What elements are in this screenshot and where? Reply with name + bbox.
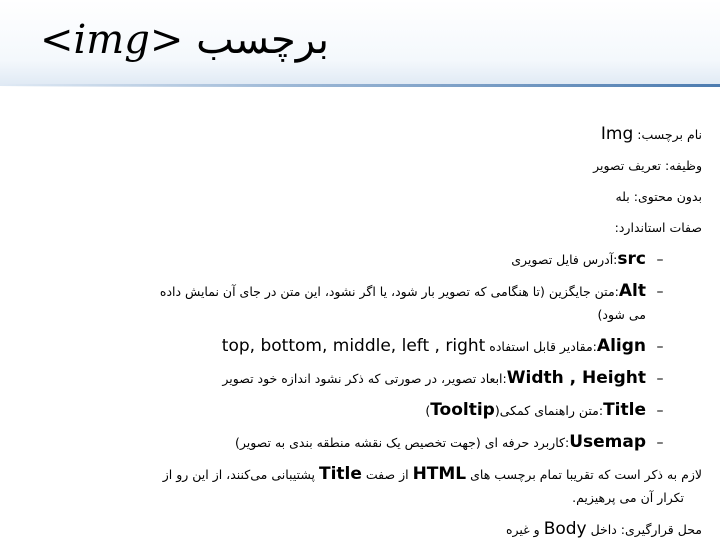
attr-align: –Align:مقادیر قابل استفاده top, bottom, middle, left , right [221, 336, 664, 356]
attr-width-height: –Width , Height:ابعاد تصویر، در صورتی که ذکر نشود اندازه خود تصویر [222, 368, 664, 388]
title-fa: برچسب [196, 17, 329, 63]
placement-line: محل قرارگیری: داخل Body و غیره [505, 519, 702, 539]
title-tag: <img> [40, 17, 184, 63]
attr-alt: –Alt:متن جایگزین (تا هنگامی که تصویر بار شود، یا اگر نشود، این متن در جای آن نمایش داده [159, 281, 664, 301]
tooltip-term: Tooltip [430, 400, 495, 420]
tag-name-value: Img [600, 124, 634, 144]
slide-title [40, 8, 680, 72]
title-rule [0, 84, 720, 87]
attr-src: –src:آدرس فایل تصویری [511, 249, 664, 269]
tag-name-line: نام برچسب: Img [600, 124, 702, 144]
attr-alt-continued: می شود) [597, 307, 646, 322]
attr-usemap: –Usemap:کاربرد حرفه ای (جهت تخصیص یک نقشه منطقه بندی به تصویر) [234, 432, 664, 452]
attr-title: –Title:متن راهنمای کمکی(Tooltip) [425, 400, 664, 420]
empty-content-line: بدون محتوی: بله [615, 189, 702, 204]
note-line: لازم به ذکر است که تقریبا تمام برچسب های HTML از صفت Title پشتیبانی می‌کنند، از این رو از [162, 464, 702, 484]
align-values: top, bottom, middle, left , right [221, 336, 486, 356]
attributes-heading: صفات استاندارد: [614, 220, 702, 235]
note-line-continued: تکرار آن می پرهیزیم. [572, 490, 684, 505]
empty-content-value: بله [615, 189, 630, 204]
function-value: تعریف تصویر [593, 158, 662, 173]
function-line: وظیفه: تعریف تصویر [593, 158, 702, 173]
slide-body [18, 124, 702, 551]
